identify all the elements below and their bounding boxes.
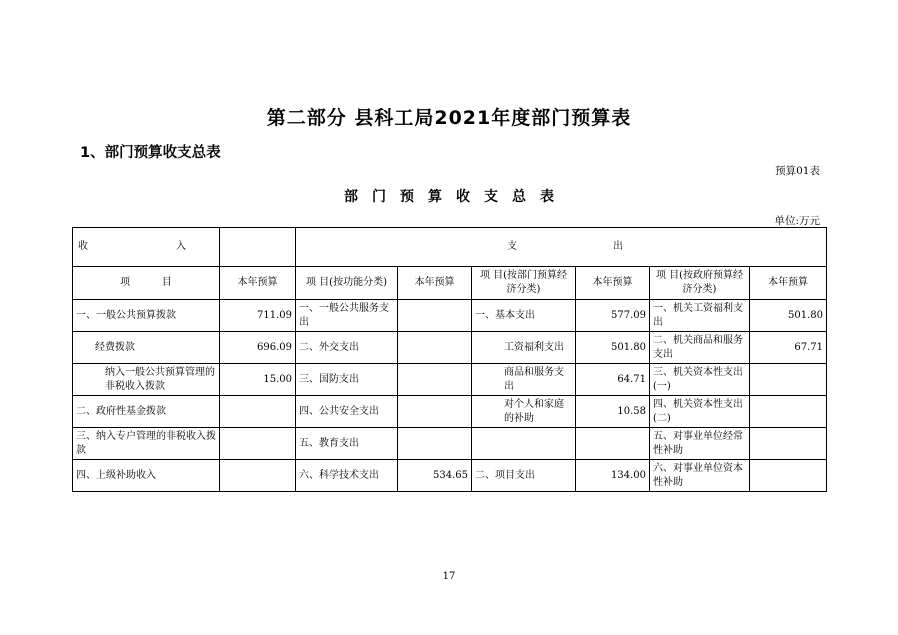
table-row xyxy=(73,364,827,396)
expense-header-cell xyxy=(296,228,827,267)
gov-amount xyxy=(750,428,827,460)
dept-amount: 10.58 xyxy=(576,396,650,428)
dept-item: 工资福利支出 xyxy=(472,332,576,364)
income-item: 经费拨款 xyxy=(73,332,220,364)
income-amount: 696.09 xyxy=(220,332,296,364)
col-func-item: 项 目(按功能分类) xyxy=(296,267,398,300)
col-dept-item: 项 目(按部门预算经济分类) xyxy=(472,267,576,300)
func-amount xyxy=(398,364,472,396)
unit-label: 单位:万元 xyxy=(774,215,820,227)
table-row xyxy=(73,396,827,428)
func-item: 一、一般公共服务支出 xyxy=(296,300,398,332)
gov-amount: 67.71 xyxy=(750,332,827,364)
dept-item xyxy=(472,428,576,460)
income-amount xyxy=(220,460,296,492)
gov-item: 四、机关资本性支出(二) xyxy=(650,396,750,428)
func-item: 五、教育支出 xyxy=(296,428,398,460)
dept-amount xyxy=(576,428,650,460)
page-title: 第二部分 县科工局2021年度部门预算表 xyxy=(266,107,632,129)
func-item: 四、公共安全支出 xyxy=(296,396,398,428)
dept-amount: 134.00 xyxy=(576,460,650,492)
page-number: 17 xyxy=(442,571,456,582)
expense-header-left: 支 xyxy=(507,241,517,252)
dept-item: 商品和服务支出 xyxy=(472,364,576,396)
func-amount: 534.65 xyxy=(398,460,472,492)
table-row xyxy=(73,428,827,460)
func-item: 六、科学技术支出 xyxy=(296,460,398,492)
income-header-cell xyxy=(73,228,220,267)
header-row-top xyxy=(73,228,827,267)
func-amount xyxy=(398,332,472,364)
col-income-budget: 本年预算 xyxy=(220,267,296,300)
func-amount xyxy=(398,300,472,332)
col-func-budget: 本年预算 xyxy=(398,267,472,300)
expense-header-right: 出 xyxy=(613,241,623,252)
section-heading: 1、部门预算收支总表 xyxy=(80,145,221,161)
dept-item: 对个人和家庭的补助 xyxy=(472,396,576,428)
gov-amount xyxy=(750,364,827,396)
table-row xyxy=(73,332,827,364)
gov-item: 一、机关工资福利支出 xyxy=(650,300,750,332)
col-income-item: 项 目 xyxy=(73,267,220,300)
dept-item: 一、基本支出 xyxy=(472,300,576,332)
func-item: 二、外交支出 xyxy=(296,332,398,364)
table-code: 预算01表 xyxy=(775,165,820,177)
dept-amount: 501.80 xyxy=(576,332,650,364)
header-row-columns xyxy=(73,267,827,300)
income-item: 四、上级补助收入 xyxy=(73,460,220,492)
col-gov-item: 项 目(按政府预算经济分类) xyxy=(650,267,750,300)
budget-summary-table xyxy=(72,227,827,492)
table-row xyxy=(73,300,827,332)
col-gov-budget: 本年预算 xyxy=(750,267,827,300)
gov-item: 五、对事业单位经常性补助 xyxy=(650,428,750,460)
col-dept-budget: 本年预算 xyxy=(576,267,650,300)
table-title: 部门预算收支总表 xyxy=(344,189,568,205)
income-item: 纳入一般公共预算管理的非税收入拨款 xyxy=(73,364,220,396)
gov-item: 六、对事业单位资本性补助 xyxy=(650,460,750,492)
func-item: 三、国防支出 xyxy=(296,364,398,396)
func-amount xyxy=(398,428,472,460)
income-item: 一、一般公共预算拨款 xyxy=(73,300,220,332)
gov-amount xyxy=(750,460,827,492)
income-amount xyxy=(220,428,296,460)
income-header-left: 收 xyxy=(78,241,88,252)
income-amount xyxy=(220,396,296,428)
table-row xyxy=(73,460,827,492)
func-amount xyxy=(398,396,472,428)
dept-amount: 577.09 xyxy=(576,300,650,332)
gov-amount: 501.80 xyxy=(750,300,827,332)
income-item: 三、纳入专户管理的非税收入拨款 xyxy=(73,428,220,460)
income-item: 二、政府性基金拨款 xyxy=(73,396,220,428)
gov-item: 三、机关资本性支出(一) xyxy=(650,364,750,396)
gov-item: 二、机关商品和服务支出 xyxy=(650,332,750,364)
income-header-right: 入 xyxy=(176,241,186,252)
dept-item: 二、项目支出 xyxy=(472,460,576,492)
income-amount: 15.00 xyxy=(220,364,296,396)
income-header-blank xyxy=(220,228,296,267)
income-amount: 711.09 xyxy=(220,300,296,332)
dept-amount: 64.71 xyxy=(576,364,650,396)
gov-amount xyxy=(750,396,827,428)
